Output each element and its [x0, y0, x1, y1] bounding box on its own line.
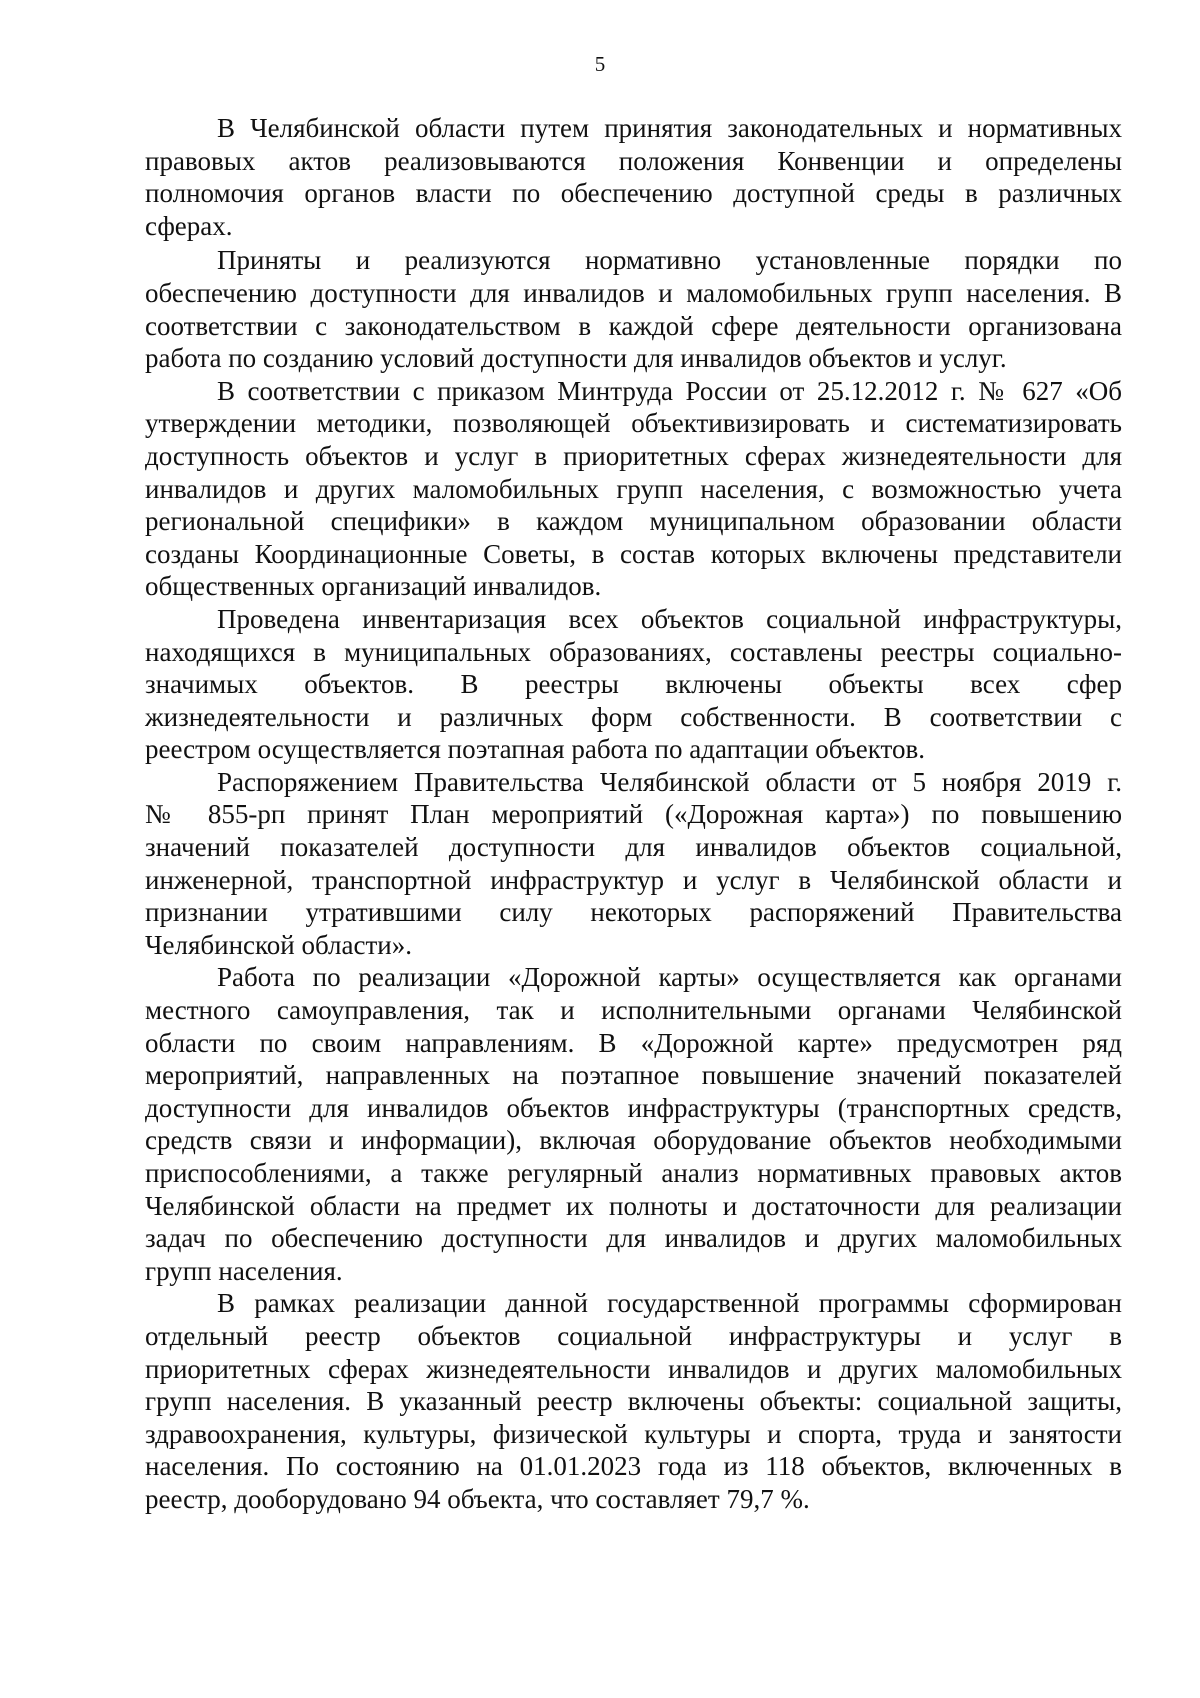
text-line: В рамках реализации данной государственной программы сформирован — [217, 1288, 1122, 1319]
text-line: отдельный реестр объектов социальной инфраструктуры и услуг в — [145, 1320, 1122, 1351]
text-line: общественных организаций инвалидов. — [145, 571, 602, 602]
text-line: инженерной, транспортной инфраструктур и услуг в Челябинской области и — [145, 864, 1122, 895]
paragraph-inventory — [145, 603, 1122, 766]
document-body — [145, 112, 1122, 1516]
text-line: реестром осуществляется поэтапная работа по адаптации объектов. — [145, 734, 925, 765]
text-line: доступности для инвалидов объектов инфраструктуры (транспортных средств, — [145, 1092, 1122, 1123]
text-line: реестр, дооборудовано 94 объекта, что составляет 79,7 %. — [145, 1483, 810, 1514]
text-line: утверждении методики, позволяющей объективизировать и систематизировать — [145, 408, 1122, 439]
paragraph-convention — [145, 112, 1122, 242]
text-line: Челябинской области на предмет их полноты и достаточности для реализации — [145, 1190, 1122, 1221]
text-line: № 855-рп принят План мероприятий («Дорожная карта») по повышению — [145, 799, 1122, 830]
text-line: населения. По состоянию на 01.01.2023 года из 118 объектов, включенных в — [145, 1451, 1122, 1482]
text-line: жизнедеятельности и различных форм собственности. В соответствии с — [145, 701, 1122, 732]
text-line: работа по созданию условий доступности для инвалидов объектов и услуг. — [145, 343, 1007, 374]
page-number: 5 — [594, 52, 606, 76]
paragraph-mintrud-order — [145, 375, 1122, 603]
text-line: местного самоуправления, так и исполнительными органами Челябинской — [145, 995, 1122, 1026]
text-line: полномочия органов власти по обеспечению доступной среды в различных — [145, 178, 1122, 209]
paragraph-procedures — [145, 244, 1122, 374]
text-line: признании утратившими силу некоторых распоряжений Правительства — [145, 897, 1122, 928]
text-line: находящихся в муниципальных образованиях, составлены реестры социально- — [145, 636, 1122, 667]
text-line: Проведена инвентаризация всех объектов социальной инфраструктуры, — [217, 603, 1122, 634]
text-line: групп населения. В указанный реестр включены объекты: социальной защиты, — [145, 1386, 1122, 1417]
paragraph-registry — [145, 1287, 1122, 1515]
text-line: приоритетных сферах жизнедеятельности инвалидов и других маломобильных — [145, 1353, 1122, 1384]
text-line: региональной специфики» в каждом муниципальном образовании области — [145, 506, 1122, 537]
text-line: сферах. — [145, 210, 233, 241]
text-line: правовых актов реализовываются положения Конвенции и определены — [145, 145, 1122, 176]
text-line: Приняты и реализуются нормативно установленные порядки по — [217, 245, 1122, 276]
text-line: Работа по реализации «Дорожной карты» осуществляется как органами — [217, 962, 1122, 993]
text-line: созданы Координационные Советы, в состав которых включены представители — [145, 538, 1122, 569]
text-line: мероприятий, направленных на поэтапное повышение значений показателей — [145, 1060, 1122, 1091]
text-line: Распоряжением Правительства Челябинской области от 5 ноября 2019 г. — [217, 766, 1122, 797]
text-line: значений показателей доступности для инвалидов объектов социальной, — [145, 832, 1122, 863]
text-line: области по своим направлениям. В «Дорожной карте» предусмотрен ряд — [145, 1027, 1122, 1058]
text-line: групп населения. — [145, 1255, 343, 1286]
text-line: В Челябинской области путем принятия законодательных и нормативных — [217, 113, 1122, 143]
text-line: В соответствии с приказом Минтруда России от 25.12.2012 г. № 627 «Об — [217, 375, 1122, 406]
text-line: средств связи и информации), включая оборудование объектов необходимыми — [145, 1125, 1122, 1156]
text-line: соответствии с законодательством в каждой сфере деятельности организована — [145, 310, 1122, 341]
text-line: значимых объектов. В реестры включены объекты всех сфер — [145, 669, 1122, 700]
text-line: обеспечению доступности для инвалидов и маломобильных групп населения. В — [145, 277, 1122, 308]
paragraph-government-order — [145, 766, 1122, 962]
text-line: Челябинской области». — [145, 929, 412, 960]
paragraph-roadmap — [145, 961, 1122, 1287]
text-line: приспособлениями, а также регулярный анализ нормативных правовых актов — [145, 1158, 1122, 1188]
text-line: задач по обеспечению доступности для инвалидов и других маломобильных — [145, 1223, 1122, 1254]
text-line: здравоохранения, культуры, физической культуры и спорта, труда и занятости — [145, 1418, 1122, 1449]
text-line: инвалидов и других маломобильных групп населения, с возможностью учета — [145, 473, 1122, 504]
text-line: доступность объектов и услуг в приоритетных сферах жизнедеятельности для — [145, 440, 1122, 471]
